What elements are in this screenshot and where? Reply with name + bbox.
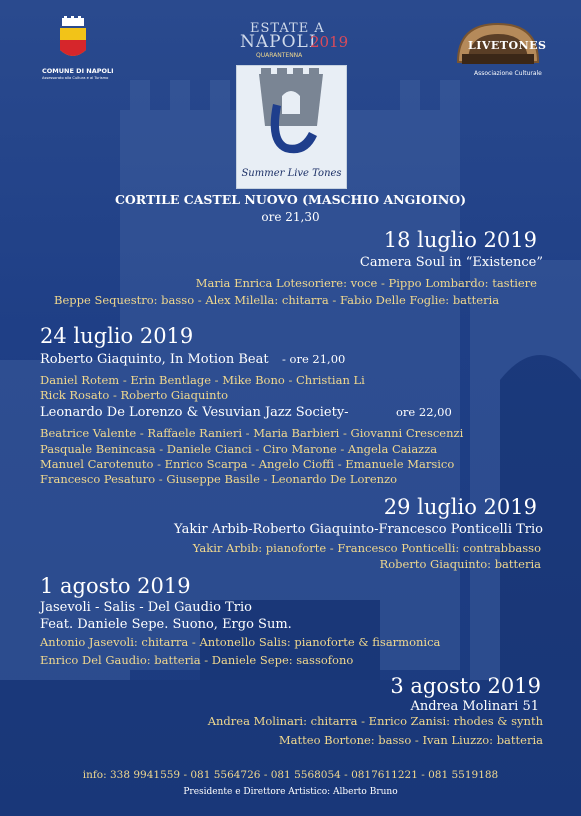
estate-a-napoli-logo bbox=[232, 20, 352, 64]
estate-line2: NAPOLI bbox=[240, 32, 317, 52]
event-band: Andrea Molinari 51 bbox=[410, 699, 539, 714]
comune-di-napoli-logo bbox=[40, 16, 114, 86]
event-musicians: Yakir Arbib: pianoforte - Francesco Ponticelli: contrabbasso bbox=[192, 541, 541, 555]
livetones-subtitle: Associazione Culturale bbox=[474, 70, 542, 77]
footer-info: info: 338 9941559 - 081 5564726 - 081 5568054 - 0817611221 - 081 5519188 bbox=[82, 769, 499, 781]
event-musicians: Andrea Molinari: chitarra - Enrico Zanisi: rhodes & synth bbox=[207, 714, 543, 728]
event-time: - ore 21,00 bbox=[282, 352, 346, 366]
event-musicians: Antonio Jasevoli: chitarra - Antonello Salis: pianoforte & fisarmonica bbox=[40, 635, 441, 649]
event-band: Leonardo De Lorenzo & Vesuvian Jazz Society- bbox=[40, 405, 349, 420]
event-date: 29 luglio 2019 bbox=[383, 495, 537, 519]
event-musicians: Beppe Sequestro: basso - Alex Milella: chitarra - Fabio Delle Foglie: batteria bbox=[54, 293, 500, 307]
event-band: Jasevoli - Salis - Del Gaudio Trio bbox=[40, 600, 252, 615]
footer-director: Presidente e Direttore Artistico: Alberto Bruno bbox=[183, 787, 398, 797]
livetones-name: LIVETONES bbox=[468, 39, 547, 52]
livetones-logo bbox=[452, 18, 547, 80]
event-band: Camera Soul in “Existence” bbox=[359, 255, 543, 270]
event-musicians: Enrico Del Gaudio: batteria - Daniele Sepe: sassofono bbox=[40, 653, 354, 667]
event-band: Yakir Arbib-Roberto Giaquinto-Francesco Ponticelli Trio bbox=[174, 522, 543, 537]
venue-title: CORTILE CASTEL NUOVO (MASCHIO ANGIOINO) bbox=[114, 192, 467, 207]
summer-live-tones-logo bbox=[236, 65, 347, 189]
event-musicians: Matteo Bortone: basso - Ivan Liuzzo: batteria bbox=[278, 733, 543, 747]
event-musicians: Francesco Pesaturo - Giuseppe Basile - Leonardo De Lorenzo bbox=[40, 472, 398, 486]
event-date: 3 agosto 2019 bbox=[390, 674, 541, 698]
estate-line3: QUARANTENNA bbox=[256, 52, 303, 59]
event-date: 1 agosto 2019 bbox=[40, 574, 191, 598]
castle-tower-icon bbox=[237, 66, 346, 166]
napoli-crest-icon bbox=[40, 16, 106, 64]
event-musicians: Beatrice Valente - Raffaele Ranieri - Maria Barbieri - Giovanni Crescenzi bbox=[40, 426, 464, 440]
event-band: Roberto Giaquinto, In Motion Beat bbox=[40, 352, 269, 367]
event-date: 24 luglio 2019 bbox=[40, 324, 194, 348]
event-band: Feat. Daniele Sepe. Suono, Ergo Sum. bbox=[40, 617, 292, 632]
event-musicians: Rick Rosato - Roberto Giaquinto bbox=[40, 388, 229, 402]
venue-time: ore 21,30 bbox=[261, 210, 320, 224]
event-musicians: Pasquale Benincasa - Daniele Cianci - Ciro Marone - Angela Caiazza bbox=[40, 442, 438, 456]
comune-sub-label: Assessorato alla Cultura e al Turismo bbox=[42, 76, 109, 80]
event-musicians: Roberto Giaquinto: batteria bbox=[379, 557, 541, 571]
event-date: 18 luglio 2019 bbox=[383, 228, 537, 252]
event-musicians: Manuel Carotenuto - Enrico Scarpa - Angelo Cioffi - Emanuele Marsico bbox=[40, 457, 455, 471]
event-musicians: Maria Enrica Lotesoriere: voce - Pippo Lombardo: tastiere bbox=[195, 276, 537, 290]
event-musicians: Daniel Rotem - Erin Bentlage - Mike Bono - Christian Li bbox=[40, 373, 365, 387]
estate-year: 2019 bbox=[310, 33, 349, 51]
event-time: ore 22,00 bbox=[396, 405, 452, 419]
estate-line1: ESTATE A bbox=[250, 21, 325, 36]
summer-caption: Summer Live Tones bbox=[241, 168, 342, 179]
comune-label: COMUNE DI NAPOLI bbox=[42, 67, 114, 75]
